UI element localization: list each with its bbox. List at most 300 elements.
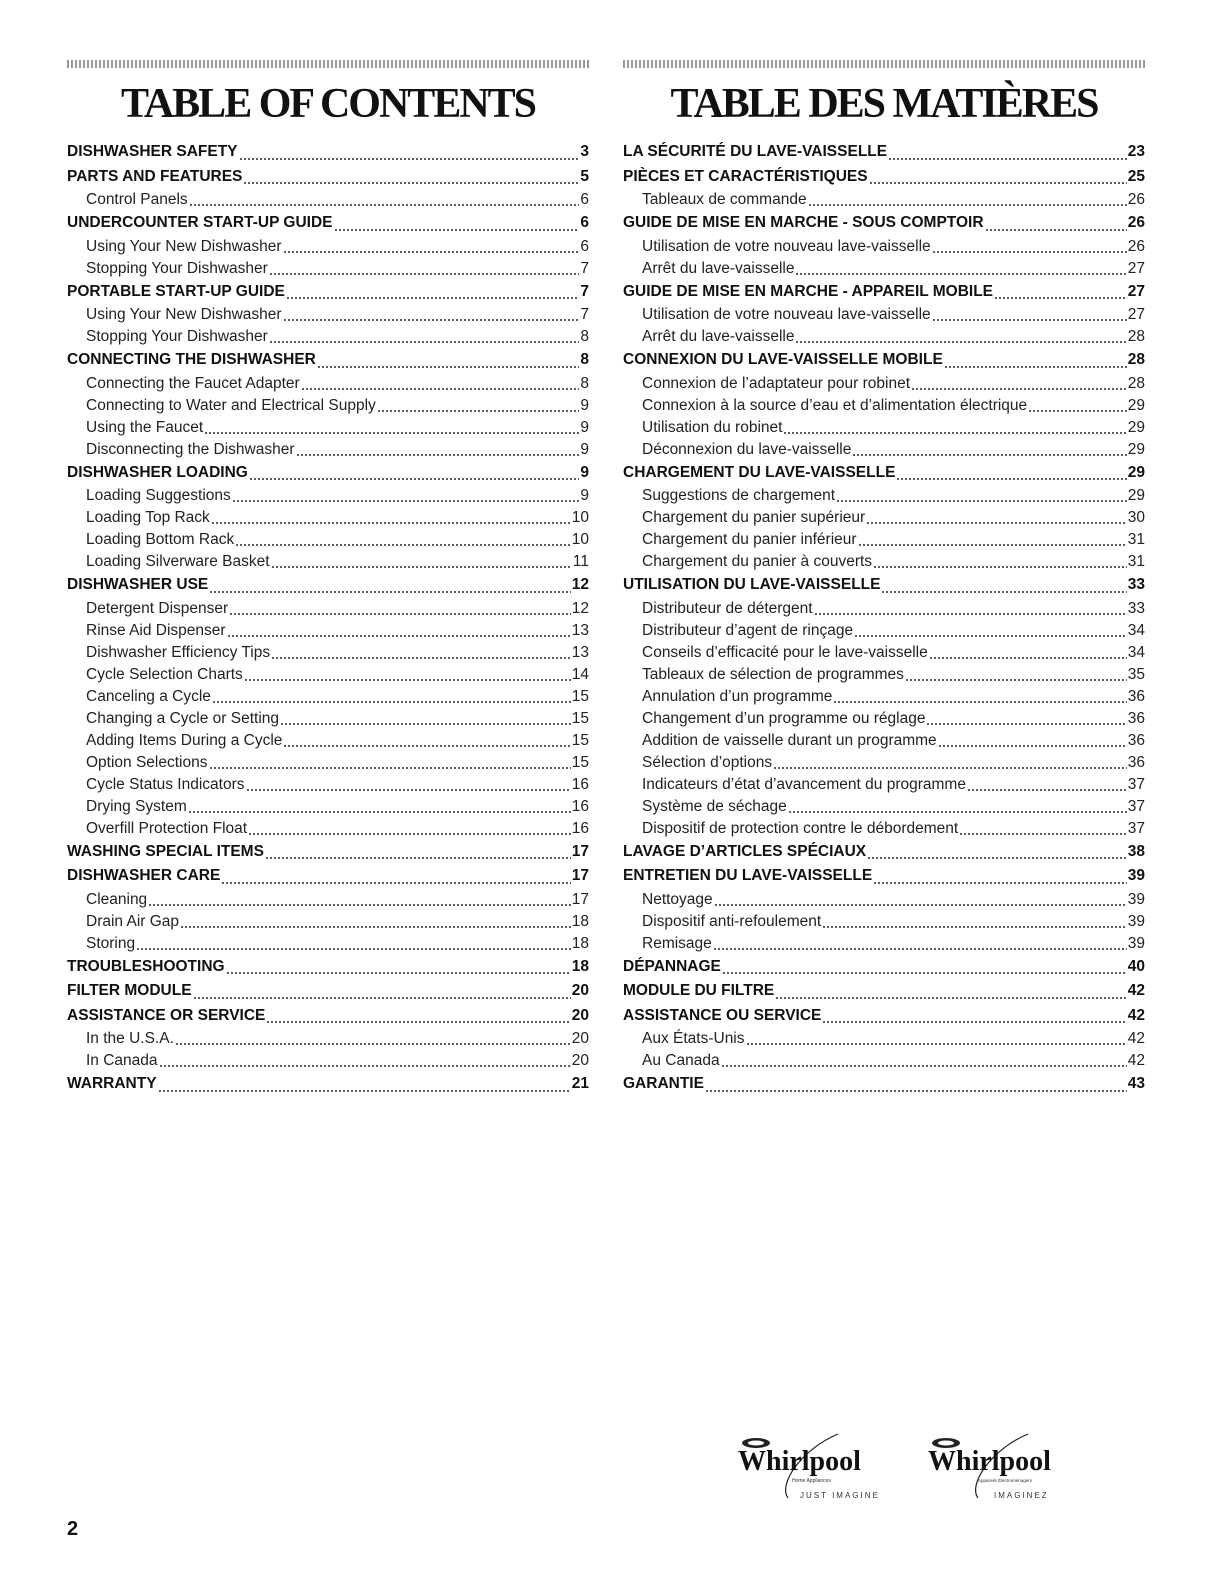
toc-subentry [623, 417, 1145, 439]
dot-leader [929, 657, 1127, 659]
toc-page-number: 42 [1127, 1052, 1145, 1069]
toc-page-number: 31 [1127, 531, 1145, 548]
toc-entry-label: ENTRETIEN DU LAVE-VAISSELLE [623, 867, 873, 884]
logo-tagline: JUST IMAGINE [800, 1491, 880, 1500]
toc-page-number: 18 [571, 912, 589, 930]
toc-entry-label: DISHWASHER LOADING [67, 463, 248, 481]
toc-entry-label: Distributeur de détergent [642, 599, 813, 617]
toc-page-number: 37 [1127, 819, 1145, 837]
toc-page-number: 35 [1127, 665, 1145, 683]
toc-page-number: 33 [1127, 576, 1145, 593]
toc-subentry [623, 620, 1145, 642]
dot-leader [714, 904, 1127, 906]
toc-page-number: 25 [1127, 167, 1145, 185]
toc-entry-label: Loading Silverware Basket [86, 553, 270, 570]
dot-leader [232, 500, 580, 502]
toc-page-number: 7 [580, 282, 589, 300]
toc-subentry [623, 598, 1145, 620]
toc-entry-label: ASSISTANCE OR SERVICE [67, 1006, 266, 1024]
dot-leader [180, 926, 571, 928]
toc-entry-label: PORTABLE START-UP GUIDE [67, 282, 285, 300]
toc-subentry [623, 774, 1145, 796]
dot-leader [193, 997, 571, 999]
toc-entry-label: MODULE DU FILTRE [623, 982, 775, 999]
dot-leader [867, 857, 1127, 859]
dotted-divider [623, 60, 1145, 68]
toc-subentry [623, 796, 1145, 818]
toc-page-number: 8 [580, 374, 589, 392]
dot-leader [773, 767, 1127, 769]
toc-subentry [67, 1050, 589, 1072]
toc-entry-label: Chargement du panier supérieur [642, 509, 866, 526]
dot-leader [866, 522, 1127, 524]
toc-subentry [67, 774, 589, 796]
toc-entry-label: DISHWASHER SAFETY [67, 143, 238, 160]
toc-page-number: 26 [1127, 214, 1145, 231]
toc-page-number: 9 [580, 396, 589, 414]
dot-leader [705, 1090, 1127, 1092]
dot-leader [873, 566, 1127, 568]
toc-entry-label: Dishwasher Efficiency Tips [86, 643, 271, 661]
toc-page-number: 27 [1127, 259, 1145, 277]
toc-subentry [623, 642, 1145, 664]
toc-list-french [623, 140, 1145, 1097]
toc-entry-label: DÉPANNAGE [623, 957, 721, 975]
dot-leader [783, 432, 1126, 434]
dot-leader [283, 319, 580, 321]
toc-entry-label: Using Your New Dishwasher [86, 306, 282, 323]
toc-entry-label: Canceling a Cycle [86, 687, 211, 705]
dot-leader [881, 591, 1126, 593]
dot-leader [189, 204, 580, 206]
toc-page-number: 18 [571, 957, 589, 975]
toc-entry-label: Adding Items During a Cycle [86, 731, 283, 749]
toc-section-entry [623, 840, 1145, 865]
toc-entry-label: Indicateurs d’état d’avancement du programme [642, 775, 966, 793]
toc-subentry [623, 529, 1145, 551]
toc-entry-label: PIÈCES ET CARACTÉRISTIQUES [623, 167, 868, 185]
toc-page-number: 6 [580, 191, 589, 208]
toc-entry-label: GUIDE DE MISE EN MARCHE - APPAREIL MOBILE [623, 282, 994, 300]
toc-entry-label: ASSISTANCE OU SERVICE [623, 1006, 822, 1024]
toc-entry-label: LA SÉCURITÉ DU LAVE-VAISSELLE [623, 143, 888, 160]
dot-leader [1028, 410, 1127, 412]
toc-subentry [67, 642, 589, 664]
dot-leader [211, 522, 571, 524]
toc-subentry [67, 933, 589, 955]
dot-leader [283, 251, 580, 253]
toc-entry-label: GARANTIE [623, 1075, 704, 1092]
toc-subentry [623, 395, 1145, 417]
toc-subentry [623, 686, 1145, 708]
toc-page-number: 28 [1127, 374, 1145, 392]
dot-leader [280, 723, 571, 725]
dot-leader [175, 1043, 571, 1045]
toc-entry-label: Arrêt du lave-vaisselle [642, 259, 795, 277]
toc-entry-label: Aux États-Unis [642, 1030, 745, 1047]
toc-subentry [67, 507, 589, 529]
dotted-divider [67, 60, 589, 68]
toc-section-entry [623, 955, 1145, 980]
toc-page-number: 6 [580, 237, 589, 255]
toc-page-number: 16 [571, 775, 589, 793]
dot-leader [854, 635, 1127, 637]
dot-leader [959, 833, 1127, 835]
toc-title-french: TABLE DES MATIÈRES [670, 81, 1098, 127]
dot-leader [159, 1065, 571, 1067]
toc-entry-label: Arrêt du lave-vaisselle [642, 328, 795, 345]
toc-page-number: 43 [1127, 1075, 1145, 1092]
toc-entry-label: Nettoyage [642, 890, 713, 908]
toc-entry-label: Distributeur d’agent de rinçage [642, 621, 854, 639]
dot-leader [226, 972, 571, 974]
dot-leader [873, 882, 1127, 884]
dot-leader [271, 657, 571, 659]
toc-french-column [623, 60, 1145, 1097]
toc-section-entry [623, 348, 1145, 373]
logo-sub-text: Appareils Électroménagers [978, 1478, 1033, 1483]
toc-section-entry [623, 573, 1145, 598]
dot-leader [239, 158, 580, 160]
toc-subentry [623, 911, 1145, 933]
toc-subentry [67, 752, 589, 774]
toc-subentry [623, 730, 1145, 752]
toc-entry-label: Dispositif de protection contre le débordement [642, 819, 959, 837]
toc-entry-label: LAVAGE D’ARTICLES SPÉCIAUX [623, 842, 867, 860]
toc-page-number: 15 [571, 753, 589, 771]
toc-page-number: 39 [1127, 912, 1145, 930]
toc-subentry [67, 818, 589, 840]
toc-section-entry [623, 140, 1145, 165]
toc-subentry [623, 551, 1145, 573]
toc-page-number: 36 [1127, 709, 1145, 727]
dot-leader [938, 745, 1127, 747]
toc-entry-label: Au Canada [642, 1052, 720, 1069]
toc-subentry [623, 507, 1145, 529]
dot-leader [722, 972, 1127, 974]
toc-entry-label: Suggestions de chargement [642, 487, 836, 504]
toc-entry-label: Connecting to Water and Electrical Supply [86, 396, 376, 414]
toc-subentry [623, 1028, 1145, 1050]
toc-entry-label: Changement d’un programme ou réglage [642, 709, 926, 727]
toc-section-entry [67, 955, 589, 980]
logo-brand-text: Whirlpool [738, 1446, 861, 1477]
toc-entry-label: FILTER MODULE [67, 982, 192, 999]
dot-leader [926, 723, 1126, 725]
toc-page-number: 16 [571, 819, 589, 837]
dot-leader [852, 454, 1126, 456]
toc-entry-label: Drain Air Gap [86, 912, 180, 930]
toc-page-number: 36 [1127, 731, 1145, 749]
toc-subentry [67, 373, 589, 395]
dot-leader [814, 613, 1127, 615]
toc-page-number: 6 [580, 214, 589, 231]
toc-subentry [67, 529, 589, 551]
brand-logos [730, 1430, 1060, 1505]
toc-page-number: 12 [571, 576, 589, 593]
toc-page-number: 11 [572, 553, 589, 570]
dot-leader [721, 1065, 1127, 1067]
toc-entry-label: In the U.S.A. [86, 1030, 174, 1047]
toc-subentry [67, 551, 589, 573]
dot-leader [822, 926, 1127, 928]
toc-subentry [67, 664, 589, 686]
toc-page-number: 29 [1127, 440, 1145, 458]
toc-page-number: 7 [580, 306, 589, 323]
toc-page-number: 8 [580, 328, 589, 345]
toc-page-number: 28 [1127, 351, 1145, 368]
toc-entry-label: CONNECTING THE DISHWASHER [67, 351, 316, 368]
dot-leader [836, 500, 1127, 502]
toc-page-number: 15 [571, 709, 589, 727]
dot-leader [229, 613, 571, 615]
toc-page-number: 9 [580, 440, 589, 458]
toc-section-entry [623, 864, 1145, 889]
toc-subentry [67, 326, 589, 348]
toc-entry-label: Drying System [86, 797, 187, 815]
dot-leader [967, 789, 1127, 791]
toc-entry-label: Tableaux de sélection de programmes [642, 665, 904, 683]
dot-leader [286, 297, 580, 299]
toc-page-number: 42 [1127, 1006, 1145, 1024]
dot-leader [227, 635, 571, 637]
toc-entry-label: Dispositif anti-refoulement [642, 912, 822, 930]
toc-subentry [623, 933, 1145, 955]
dot-leader [148, 904, 571, 906]
toc-subentry [67, 189, 589, 211]
toc-page-number: 29 [1127, 418, 1145, 436]
toc-page-number: 38 [1127, 842, 1145, 860]
toc-entry-label: WARRANTY [67, 1075, 157, 1092]
toc-subentry [67, 1028, 589, 1050]
toc-page-number: 9 [580, 418, 589, 436]
toc-entry-label: CHARGEMENT DU LAVE-VAISSELLE [623, 463, 896, 481]
toc-subentry [67, 304, 589, 326]
toc-entry-label: Cycle Selection Charts [86, 665, 243, 683]
toc-entry-label: UNDERCOUNTER START-UP GUIDE [67, 214, 333, 231]
toc-entry-label: Loading Suggestions [86, 487, 231, 504]
dot-leader [334, 229, 580, 231]
toc-entry-label: Chargement du panier à couverts [642, 553, 873, 570]
toc-subentry [623, 304, 1145, 326]
dot-leader [283, 745, 570, 747]
toc-list-english [67, 140, 589, 1097]
toc-page-number: 9 [580, 487, 589, 504]
toc-entry-label: CONNEXION DU LAVE-VAISSELLE MOBILE [623, 351, 943, 368]
toc-entry-label: Loading Bottom Rack [86, 531, 235, 548]
toc-section-entry [67, 840, 589, 865]
toc-page-number: 26 [1127, 237, 1145, 255]
toc-subentry [67, 598, 589, 620]
toc-page-number: 18 [571, 934, 589, 952]
toc-page-number: 20 [571, 982, 589, 999]
toc-entry-label: PARTS AND FEATURES [67, 167, 243, 185]
toc-page-number: 23 [1127, 143, 1145, 160]
logo-brand-text: Whirlpool [928, 1446, 1051, 1477]
toc-entry-label: Connecting the Faucet Adapter [86, 374, 300, 392]
dot-leader [795, 341, 1126, 343]
toc-page-number: 14 [571, 665, 589, 683]
toc-page-number: 20 [571, 1030, 589, 1047]
dot-leader [896, 478, 1126, 480]
toc-page-number: 13 [571, 621, 589, 639]
dot-leader [944, 366, 1127, 368]
toc-page-number: 26 [1127, 191, 1145, 208]
toc-page-number: 30 [1127, 509, 1145, 526]
dot-leader [822, 1021, 1126, 1023]
toc-page-number: 27 [1127, 282, 1145, 300]
toc-subentry [67, 708, 589, 730]
toc-entry-label: Utilisation de votre nouveau lave-vaisselle [642, 306, 931, 323]
toc-page-number: 20 [571, 1052, 589, 1069]
toc-page-number: 29 [1127, 487, 1145, 504]
toc-subentry [67, 485, 589, 507]
toc-entry-label: Loading Top Rack [86, 509, 210, 526]
toc-section-entry [67, 979, 589, 1004]
dot-leader [775, 997, 1126, 999]
toc-title-english: TABLE OF CONTENTS [120, 81, 536, 127]
toc-section-entry [623, 280, 1145, 305]
dot-leader [746, 1043, 1127, 1045]
toc-entry-label: Control Panels [86, 191, 188, 208]
toc-entry-label: Storing [86, 934, 136, 952]
dot-leader [235, 544, 571, 546]
toc-subentry [623, 236, 1145, 258]
toc-subentry [623, 189, 1145, 211]
dot-leader [249, 478, 580, 480]
toc-subentry [67, 258, 589, 280]
toc-page-number: 37 [1127, 797, 1145, 815]
dot-leader [246, 789, 571, 791]
toc-subentry [67, 620, 589, 642]
dot-leader [266, 1021, 570, 1023]
toc-page-number: 12 [571, 599, 589, 617]
dot-leader [188, 811, 571, 813]
toc-page-number: 40 [1127, 957, 1145, 975]
toc-page-number: 21 [571, 1075, 589, 1092]
toc-page-number: 31 [1127, 553, 1145, 570]
dot-leader [985, 229, 1127, 231]
toc-section-entry [623, 979, 1145, 1004]
toc-page-number: 28 [1127, 328, 1145, 345]
toc-entry-label: Système de séchage [642, 797, 787, 815]
toc-subentry [67, 439, 589, 461]
toc-entry-label: Remisage [642, 934, 712, 952]
toc-section-entry [623, 1004, 1145, 1029]
toc-subentry [623, 439, 1145, 461]
toc-page-number: 39 [1127, 934, 1145, 952]
toc-section-entry [623, 1072, 1145, 1097]
dot-leader [317, 366, 580, 368]
toc-subentry [623, 708, 1145, 730]
toc-subentry [67, 236, 589, 258]
toc-entry-label: Using the Faucet [86, 418, 204, 436]
toc-subentry [623, 485, 1145, 507]
dot-leader [932, 251, 1127, 253]
toc-entry-label: Chargement du panier inférieur [642, 531, 857, 548]
toc-section-entry [67, 280, 589, 305]
dot-leader [271, 566, 572, 568]
dot-leader [209, 767, 571, 769]
dot-leader [243, 182, 579, 184]
toc-entry-label: Changing a Cycle or Setting [86, 709, 280, 727]
dot-leader [212, 701, 571, 703]
toc-entry-label: Connexion de l’adaptateur pour robinet [642, 374, 910, 392]
dot-leader [795, 273, 1126, 275]
toc-page-number: 39 [1127, 890, 1145, 908]
toc-entry-label: Connexion à la source d’eau et d’alimentation électrique [642, 396, 1028, 414]
toc-page-number: 29 [1127, 396, 1145, 414]
dot-leader [269, 273, 580, 275]
toc-entry-label: Cycle Status Indicators [86, 775, 245, 793]
page-number: 2 [67, 1518, 79, 1540]
toc-subentry [67, 796, 589, 818]
dot-leader [788, 811, 1127, 813]
toc-page-number: 15 [571, 731, 589, 749]
toc-page-number: 34 [1127, 643, 1145, 661]
dot-leader [221, 882, 570, 884]
toc-section-entry [623, 165, 1145, 190]
toc-subentry [67, 911, 589, 933]
toc-page-number: 39 [1127, 867, 1145, 884]
toc-page-number: 3 [580, 143, 589, 160]
toc-page-number: 8 [580, 351, 589, 368]
toc-entry-label: Sélection d’options [642, 753, 773, 771]
toc-page-number: 36 [1127, 687, 1145, 705]
dot-leader [158, 1090, 571, 1092]
toc-subentry [67, 417, 589, 439]
dot-leader [911, 388, 1127, 390]
dot-leader [869, 182, 1127, 184]
dot-leader [209, 591, 571, 593]
dot-leader [265, 857, 571, 859]
toc-section-entry [67, 165, 589, 190]
toc-subentry [67, 730, 589, 752]
toc-entry-label: DISHWASHER USE [67, 576, 209, 593]
dot-leader [248, 833, 571, 835]
toc-page-number: 34 [1127, 621, 1145, 639]
dot-leader [136, 948, 571, 950]
toc-entry-label: Overfill Protection Float [86, 819, 248, 837]
logo-tagline: IMAGINEZ [994, 1491, 1049, 1500]
dot-leader [858, 544, 1127, 546]
toc-entry-label: Addition de vaisselle durant un programme [642, 731, 937, 749]
toc-page-number: 42 [1127, 982, 1145, 999]
toc-entry-label: In Canada [86, 1052, 158, 1069]
toc-page-number: 36 [1127, 753, 1145, 771]
toc-entry-label: Cleaning [86, 890, 148, 908]
toc-entry-label: WASHING SPECIAL ITEMS [67, 842, 264, 860]
toc-page-number: 10 [571, 531, 589, 548]
toc-page-number: 29 [1127, 463, 1145, 481]
toc-section-entry [67, 461, 589, 486]
dot-leader [377, 410, 580, 412]
toc-subentry [623, 373, 1145, 395]
toc-section-entry [623, 461, 1145, 486]
toc-section-entry [67, 864, 589, 889]
toc-subentry [623, 818, 1145, 840]
toc-page-number: 17 [571, 890, 589, 908]
toc-entry-label: Déconnexion du lave-vaisselle [642, 440, 852, 458]
toc-page-number: 37 [1127, 775, 1145, 793]
dot-leader [713, 948, 1127, 950]
toc-entry-label: Using Your New Dishwasher [86, 237, 282, 255]
toc-page-number: 42 [1127, 1030, 1145, 1047]
toc-entry-label: Detergent Dispenser [86, 599, 229, 617]
dot-leader [244, 679, 571, 681]
dot-leader [994, 297, 1127, 299]
toc-entry-label: TROUBLESHOOTING [67, 957, 225, 975]
